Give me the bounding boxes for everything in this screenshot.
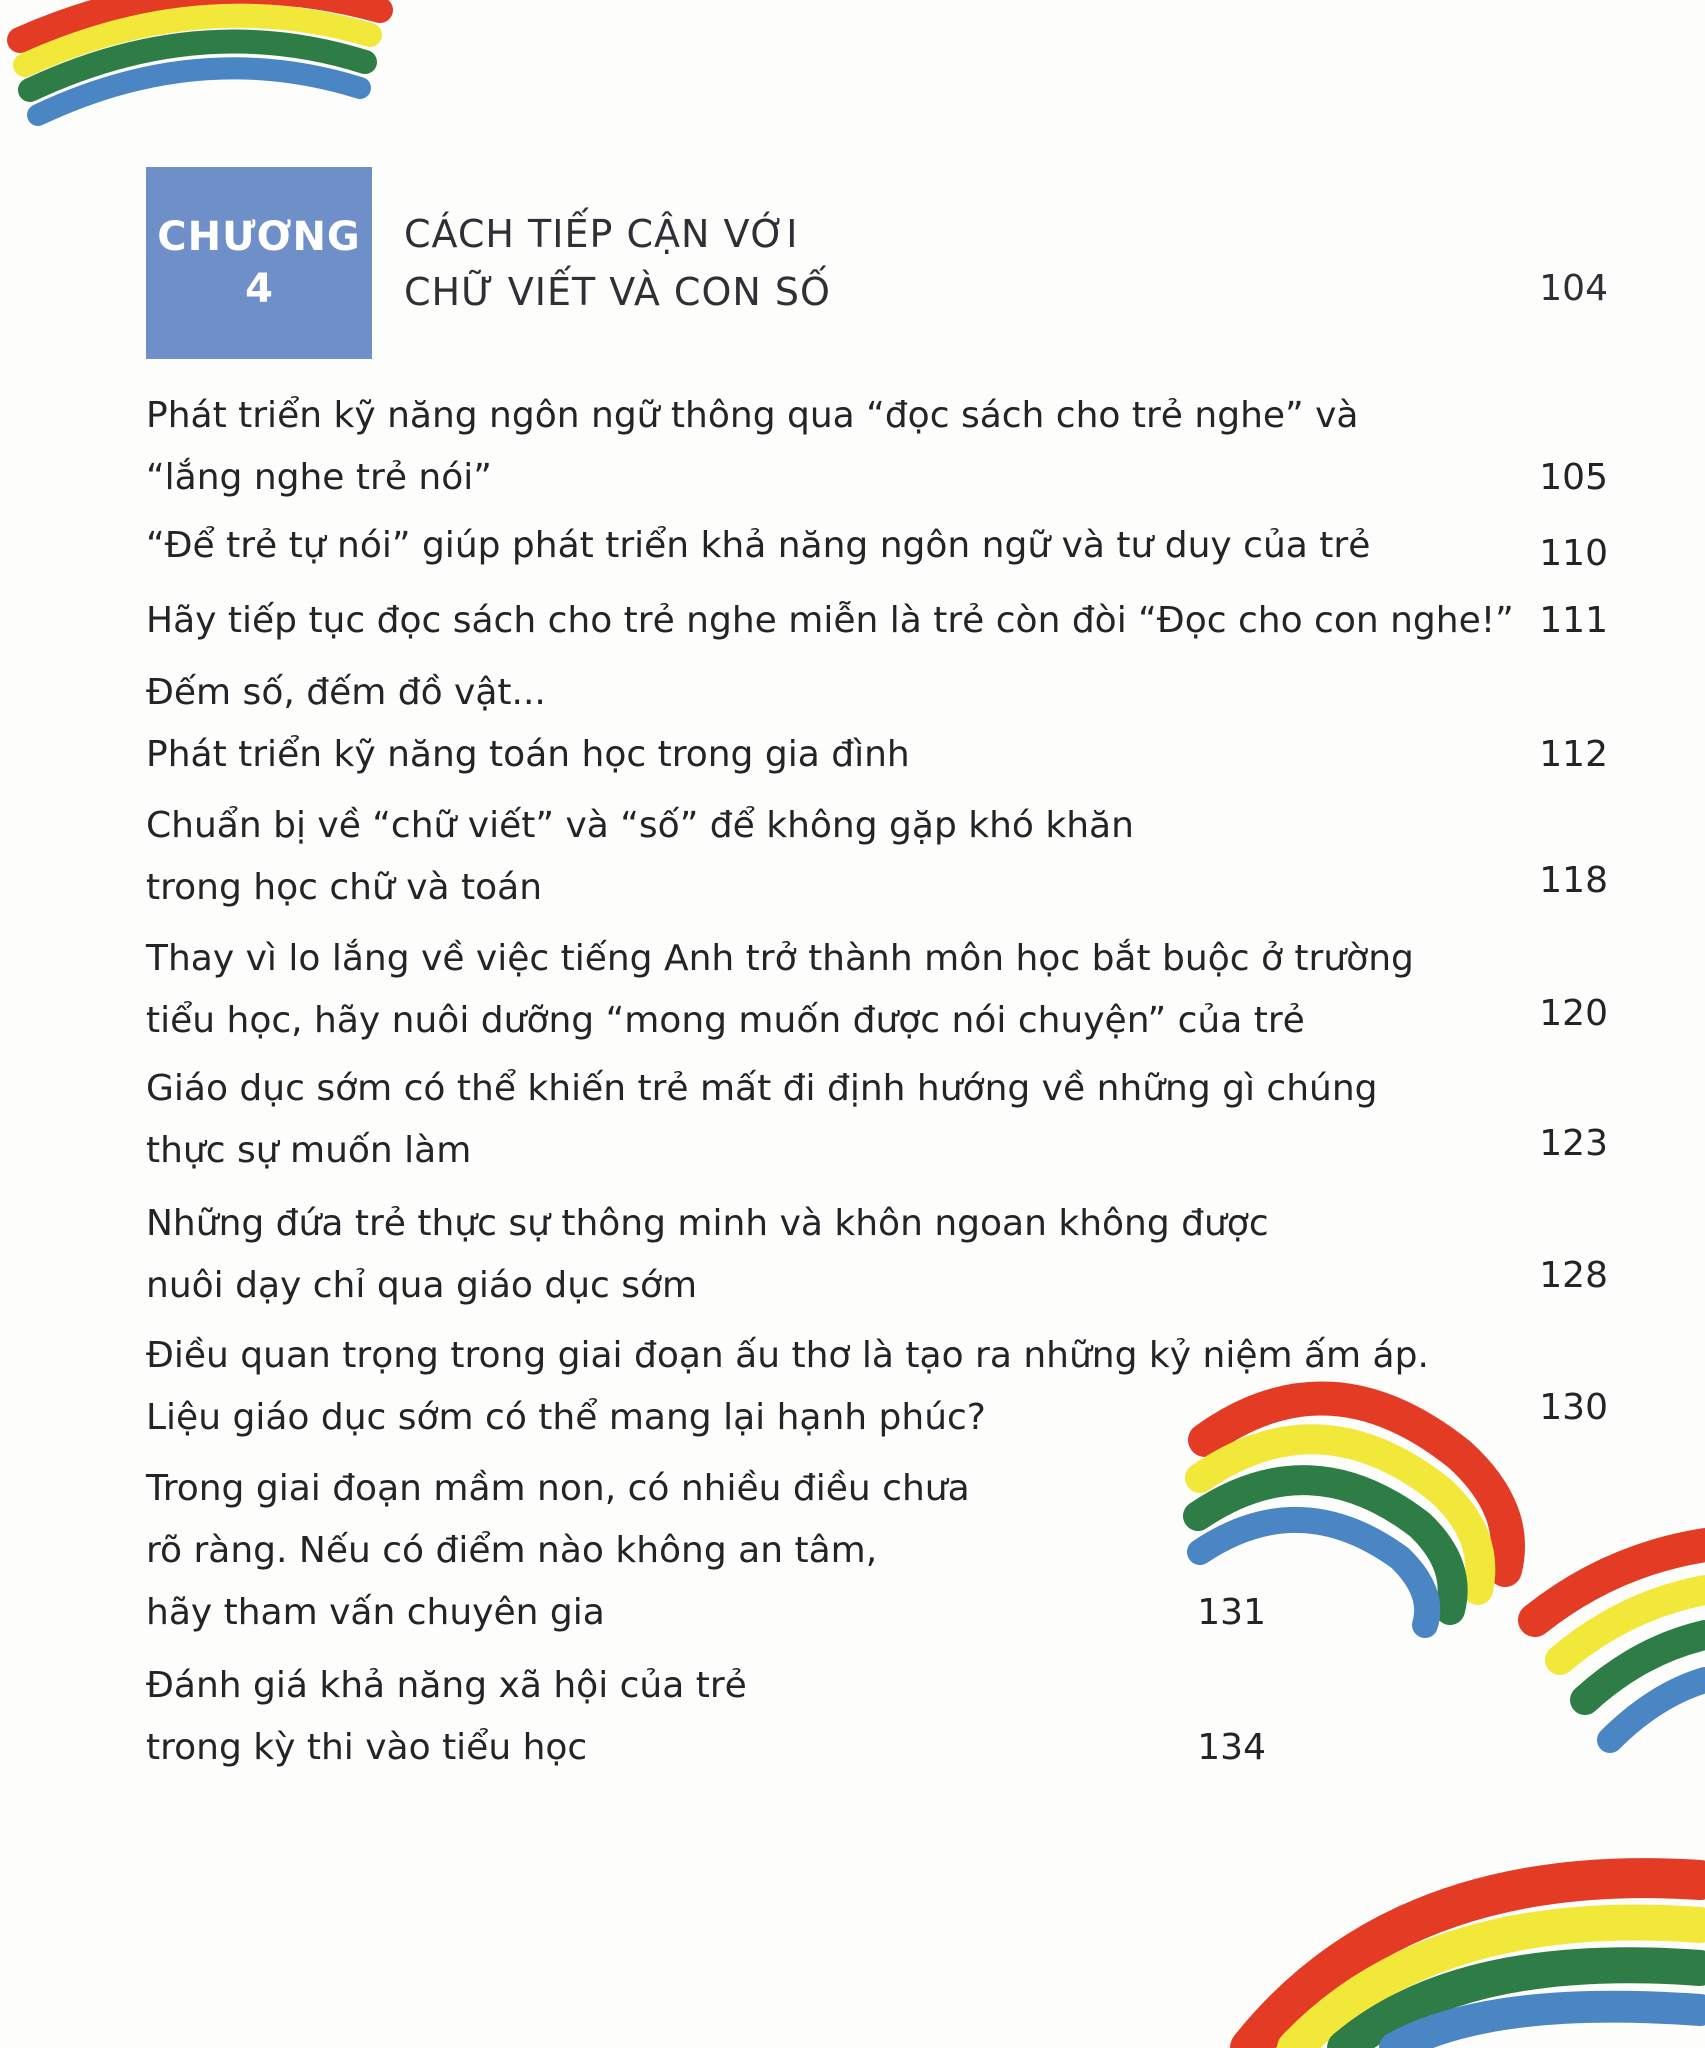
chapter-label: CHƯƠNG: [157, 214, 361, 260]
toc-entry-line: rõ ràng. Nếu có điểm nào không an tâm,: [146, 1530, 878, 1571]
chapter-number: 4: [245, 266, 273, 312]
toc-entry-page: 131: [1197, 1592, 1266, 1633]
toc-entry-page: 118: [1539, 860, 1608, 901]
toc-entry-line: Những đứa trẻ thực sự thông minh và khôn ngoan không được: [146, 1203, 1269, 1244]
rainbow-top-left-icon: [20, 0, 380, 115]
toc-entry-page: 120: [1539, 993, 1608, 1034]
toc-entry-line: trong học chữ và toán: [146, 867, 543, 908]
toc-entry-page: 105: [1539, 457, 1608, 498]
toc-entry-line: thực sự muốn làm: [146, 1130, 472, 1171]
chapter-page-number: 104: [1539, 268, 1608, 309]
chapter-title-line: CÁCH TIẾP CẬN VỚI: [404, 212, 799, 256]
toc-entry-line: “Để trẻ tự nói” giúp phát triển khả năng ngôn ngữ và tư duy của trẻ: [146, 525, 1371, 566]
toc-entry-line: Thay vì lo lắng về việc tiếng Anh trở thành môn học bắt buộc ở trường: [146, 938, 1414, 979]
chapter-badge: [146, 167, 372, 359]
toc-entry-line: Liệu giáo dục sớm có thể mang lại hạnh phúc?: [146, 1397, 986, 1438]
toc-entry-line: Điều quan trọng trong giai đoạn ấu thơ là tạo ra những kỷ niệm ấm áp.: [146, 1335, 1429, 1376]
chapter-title: [404, 205, 1104, 321]
toc-entry-page: 130: [1539, 1387, 1608, 1428]
toc-entry-page: 111: [1539, 600, 1608, 641]
toc-entry-page: 110: [1539, 533, 1608, 574]
toc-entry-line: Hãy tiếp tục đọc sách cho trẻ nghe miễn là trẻ còn đòi “Đọc cho con nghe!”: [146, 600, 1514, 641]
rainbow-bottom-right-icon: [1250, 1878, 1700, 2048]
toc-entry-line: Phát triển kỹ năng ngôn ngữ thông qua “đọc sách cho trẻ nghe” và: [146, 395, 1359, 436]
toc-entry-line: “lắng nghe trẻ nói”: [146, 457, 492, 498]
toc-entry-line: Chuẩn bị về “chữ viết” và “số” để không gặp khó khăn: [146, 805, 1134, 846]
toc-entry-line: hãy tham vấn chuyên gia: [146, 1592, 605, 1633]
toc-entry-line: Đánh giá khả năng xã hội của trẻ: [146, 1665, 747, 1706]
toc-entry-page: 112: [1539, 734, 1608, 775]
toc-entry-page: 134: [1197, 1727, 1266, 1768]
rainbow-right-edge-icon: [1535, 1545, 1705, 1740]
toc-entry-line: Giáo dục sớm có thể khiến trẻ mất đi định hướng về những gì chúng: [146, 1068, 1378, 1109]
toc-entry-line: Phát triển kỹ năng toán học trong gia đình: [146, 734, 910, 775]
toc-entry-line: tiểu học, hãy nuôi dưỡng “mong muốn được nói chuyện” của trẻ: [146, 1000, 1305, 1041]
toc-entry-line: Đếm số, đếm đồ vật...: [146, 672, 546, 713]
toc-entry-page: 128: [1539, 1255, 1608, 1296]
toc-entry-line: nuôi dạy chỉ qua giáo dục sớm: [146, 1265, 698, 1306]
toc-entry-line: Trong giai đoạn mầm non, có nhiều điều chưa: [146, 1468, 970, 1509]
toc-entry-line: trong kỳ thi vào tiểu học: [146, 1727, 588, 1768]
toc-entry-page: 123: [1539, 1123, 1608, 1164]
chapter-title-line: CHỮ VIẾT VÀ CON SỐ: [404, 270, 831, 314]
